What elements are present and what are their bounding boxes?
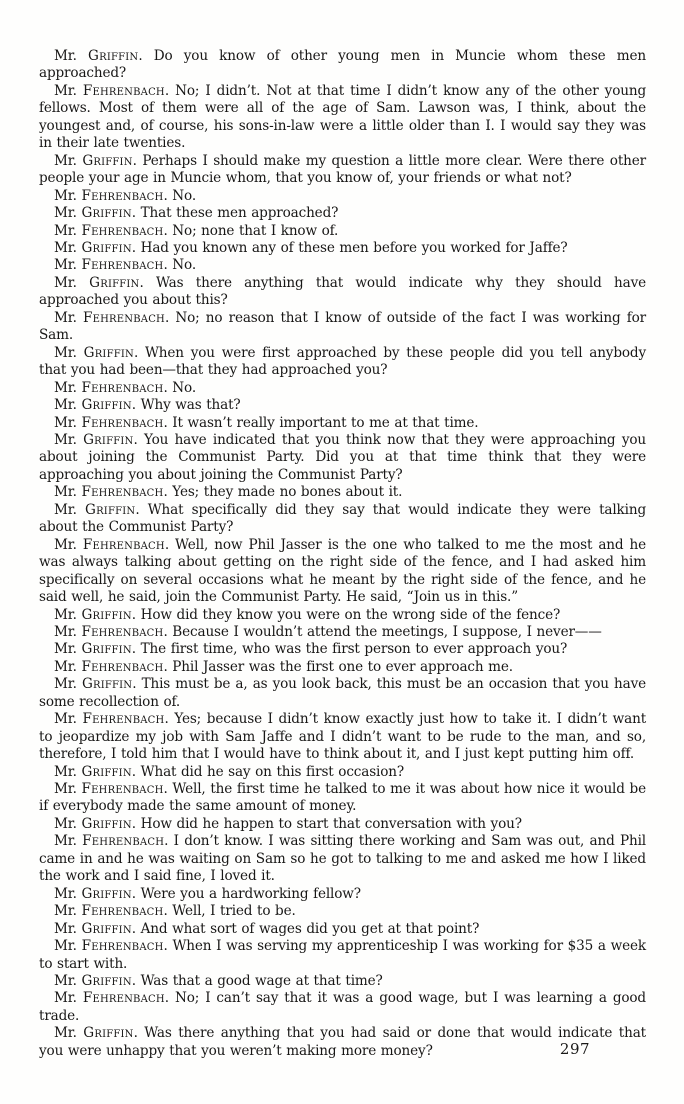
dialogue-paragraph: Mr. Griffin. Was there anything that would indicate why they should have approached you about this? [39,274,646,309]
dialogue-paragraph: Mr. Griffin. Do you know of other young men in Muncie whom these men approached? [39,48,647,82]
speaker-name: Mr. Griffin. [54,606,136,623]
speaker-name: Mr. Fehrenbach. [54,309,170,326]
speaker-name: Mr. Griffin. [54,973,136,990]
speaker-name: Mr. Fehrenbach. [54,781,168,798]
dialogue-paragraph: Mr. Fehrenbach. Yes; because I didn’t know exactly just how to take it. I didn’t want to jeopardize my job with Sam Jaffe and I didn’t want to be rude to the man, and so, therefore, I told him that I would have to think about it, and I just kept putting him off. [39,711,647,763]
speaker-name: Mr. Fehrenbach. [54,711,169,728]
dialogue-paragraph: Mr. Griffin. When you were first approached by these people did you tell anybody that you had been—that they had approached you? [39,344,646,379]
dialogue-paragraph: Mr. Fehrenbach. No. [54,379,197,396]
dialogue-paragraph: Mr. Griffin. This must be a, as you look back, this must be an occasion that you have some recollection of. [39,676,647,710]
speaker-name: Mr. Griffin. [54,763,136,780]
speaker-name: Mr. Griffin. [54,205,136,222]
speaker-name: Mr. Griffin. [54,344,139,361]
speaker-name: Mr. Fehrenbach. [54,222,168,239]
dialogue [39,48,646,1060]
dialogue-paragraph: Mr. Griffin. Was that a good wage at that time? [54,973,383,990]
dialogue-paragraph: Mr. Griffin. Were you a hardworking fellow? [54,885,361,902]
dialogue-paragraph: Mr. Griffin. Perhaps I should make my question a little more clear. Were there other people your age in Muncie whom, that you know of, your friends or what not? [39,152,646,187]
speaker-name: Mr. Griffin. [54,48,143,64]
speaker-name: Mr. Griffin. [54,152,137,169]
dialogue-paragraph: Mr. Griffin. The first time, who was the first person to ever approach you? [54,641,568,658]
speaker-name: Mr. Griffin. [54,239,136,256]
dialogue-paragraph: Mr. Fehrenbach. No. [54,187,197,204]
dialogue-paragraph: Mr. Fehrenbach. No; none that I know of. [54,222,339,239]
dialogue-paragraph: Mr. Fehrenbach. Well, the first time he talked to me it was about how nice it would be if everybody made the same amount of money. [39,781,646,815]
speaker-name: Mr. Fehrenbach. [54,990,169,1007]
dialogue-paragraph: Mr. Fehrenbach. No; I didn’t. Not at that time I didn’t know any of the other young fellows. Most of them were all of the age of Sam. Lawson was, I think, about the youngest and, of course, his sons-in-law were a little older than I. I would say they was in their late twenties. [39,82,646,152]
dialogue-paragraph: Mr. Griffin. Was there anything that you had said or done that would indicate that you were unhappy that you weren’t making more money? [39,1025,646,1059]
dialogue-paragraph: Mr. Griffin. What did he say on this first occasion? [54,763,405,780]
speaker-name: Mr. Griffin. [54,274,144,291]
speaker-name: Mr. Fehrenbach. [54,833,169,850]
page-number: 297 [559,1040,591,1058]
dialogue-paragraph: Mr. Fehrenbach. Well, now Phil Jasser is the one who talked to me the most and he was always talking about getting on the right side of the fence, and I had asked him specifically on several occasions what he meant by the right side of the fence, and he said well, he said, join the Communist Party. He said, “Join us in this.” [39,536,646,606]
speaker-name: Mr. Fehrenbach. [54,536,169,553]
speaker-name: Mr. Fehrenbach. [54,82,170,99]
dialogue-paragraph: Mr. Griffin. How did they know you were on the wrong side of the fence? [54,606,561,623]
dialogue-paragraph: Mr. Griffin. And what sort of wages did you get at that point? [54,920,480,937]
dialogue-paragraph: Mr. Fehrenbach. Phil Jasser was the first one to ever approach me. [54,658,513,675]
speaker-name: Mr. Fehrenbach. [54,257,168,274]
speaker-name: Mr. Fehrenbach. [54,484,168,501]
dialogue-paragraph: Mr. Griffin. That these men approached? [54,205,339,222]
dialogue-paragraph: Mr. Griffin. Why was that? [54,397,241,414]
dialogue-paragraph: Mr. Griffin. You have indicated that you think now that they were approaching you about joining the Communist Party. Did you at that time think that they were approaching you about joining the Communist Party? [39,431,646,483]
dialogue-paragraph: Mr. Fehrenbach. I don’t know. I was sitting there working and Sam was out, and Phil came in and he was waiting on Sam so he got to talking to me and asked me how I liked the work and I said fine, I loved it. [39,833,646,885]
dialogue-paragraph: Mr. Fehrenbach. Well, I tried to be. [54,903,296,920]
speaker-name: Mr. Griffin. [54,1025,138,1042]
dialogue-paragraph: Mr. Griffin. What specifically did they say that would indicate they were talking about the Communist Party? [39,501,646,536]
speaker-name: Mr. Griffin. [54,397,136,414]
speaker-name: Mr. Griffin. [54,885,136,902]
speaker-name: Mr. Griffin. [54,676,137,693]
dialogue-paragraph: Mr. Fehrenbach. No. [54,257,197,274]
speaker-name: Mr. Griffin. [54,501,140,518]
dialogue-paragraph: Mr. Fehrenbach. Because I wouldn’t attend the meetings, I suppose, I never—— [54,623,602,640]
dialogue-paragraph: Mr. Fehrenbach. When I was serving my apprenticeship I was working for $35 a week to start with. [39,938,647,972]
dialogue-paragraph: Mr. Fehrenbach. It wasn’t really important to me at that time. [54,414,479,431]
speaker-name: Mr. Fehrenbach. [54,414,168,431]
speaker-name: Mr. Fehrenbach. [54,903,168,920]
dialogue-paragraph: Mr. Fehrenbach. No; I can’t say that it was a good wage, but I was learning a good trade. [39,990,646,1024]
dialogue-paragraph: Mr. Fehrenbach. Yes; they made no bones about it. [54,484,403,501]
speaker-name: Mr. Griffin. [54,641,136,658]
speaker-name: Mr. Griffin. [54,431,138,448]
dialogue-paragraph: Mr. Fehrenbach. No; no reason that I know of outside of the fact I was working for Sam. [39,309,646,344]
speaker-name: Mr. Fehrenbach. [54,658,168,675]
dialogue-paragraph: Mr. Griffin. How did he happen to start that conversation with you? [54,815,522,832]
speaker-name: Mr. Griffin. [54,815,136,832]
speaker-name: Mr. Fehrenbach. [54,379,168,396]
dialogue-paragraph: Mr. Griffin. Had you known any of these men before you worked for Jaffe? [54,239,568,256]
speaker-name: Mr. Fehrenbach. [54,938,168,955]
speaker-name: Mr. Griffin. [54,920,136,937]
speaker-name: Mr. Fehrenbach. [54,187,168,204]
speaker-name: Mr. Fehrenbach. [54,623,168,640]
